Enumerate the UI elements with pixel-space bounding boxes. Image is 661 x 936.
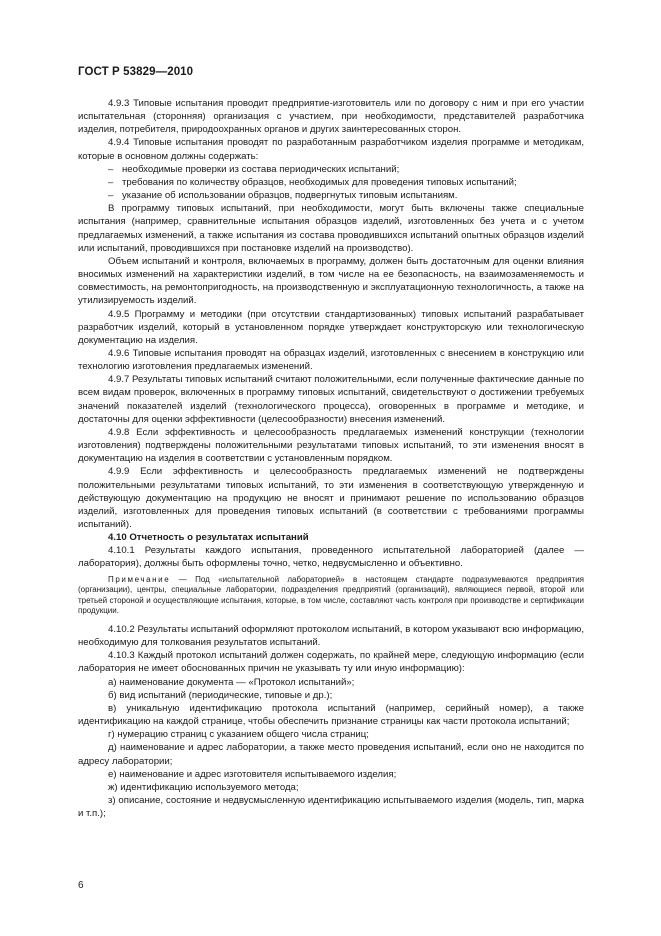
list-item: в) уникальную идентификацию протокола испытаний (например, серийный номер), а также идентификацию на каждой странице, чтобы обеспечить признание страницы как части протокола испытаний; (78, 702, 584, 728)
list-item-text: указание об использовании образцов, подвергнутых типовым испытаниям. (122, 190, 458, 202)
paragraph-4-9-5: 4.9.5 Программу и методики (при отсутствии стандартизованных) типовых испытаний разрабатывает разработчик изделий, который в установленном порядке утверждает конструкторскую или технологическую документацию на изделия. (78, 308, 584, 346)
page-number: 6 (78, 880, 84, 891)
list-item: – необходимые проверки из состава периодических испытаний; (108, 163, 400, 175)
list-item: а) наименование документа — «Протокол испытаний»; (108, 676, 355, 688)
paragraph-4-9-9: 4.9.9 Если эффективность и целесообразность предлагаемых изменений не подтверждены положительными результатами типовых испытаний, то эти изменения в соответствующую утвержденную и действующую документацию на продукцию не вносят и принимают решение по использованию образцов изделий, изготовленных для проведения типовых испытаний (в соответствии с требованиями программы испытаний). (78, 466, 584, 530)
paragraph-4-9-4: 4.9.4 Типовые испытания проводят по разработанным разработчиком изделия программе и методикам, которые в основном должны содержать: (78, 137, 584, 162)
list-item: – требования по количеству образцов, необходимых для проведения типовых испытаний; (108, 176, 517, 188)
list-item: д) наименование и адрес лаборатории, а также место проведения испытаний, если оно не находится по адресу лаборатории; (78, 742, 584, 767)
paragraph-scope: Объем испытаний и контроля, включаемых в программу, должен быть достаточным для оценки влияния вносимых изменений на характеристики изделий, в том числе на ее безопасность, на взаимозаменяемость и совместимость, на ремонтопригодность, на производственную и эксплуатационную технологичность, а также на утилизируемость изделий. (78, 255, 584, 307)
list-item-text: требования по количеству образцов, необходимых для проведения типовых испытаний; (122, 176, 517, 188)
section-heading-4-10: 4.10 Отчетность о результатах испытаний (108, 532, 309, 544)
list-item-text: необходимые проверки из состава периодических испытаний; (122, 163, 400, 175)
list-item: – указание об использовании образцов, подвергнутых типовым испытаниям. (108, 190, 458, 202)
paragraph-4-10-2: 4.10.2 Результаты испытаний оформляют протоколом испытаний, в котором указывают всю информацию, необходимую для толкования результатов испытаний. (78, 624, 584, 649)
paragraph-4-9-7: 4.9.7 Результаты типовых испытаний считают положительными, если полученные фактические данные по всем видам проверок, включенных в программу типовых испытаний, свидетельствуют о достижении требуемых значений показателей изделий (технологического процесса), оговоренных в программе и методике, и достаточны для оценки эффективности (целесообразности) внесения изменений. (78, 374, 584, 425)
paragraph-4-9-6: 4.9.6 Типовые испытания проводят на образцах изделий, изготовленных с внесением в конструкцию или технологию изготовления предлагаемых изменений. (78, 347, 584, 373)
document-header: ГОСТ Р 53829—2010 (78, 66, 194, 78)
list-item: б) вид испытаний (периодические, типовые и др.); (108, 689, 333, 701)
paragraph-special-tests: В программу типовых испытаний, при необходимости, могут быть включены также специальные испытания (например, сравнительные испытания образцов изделий, изготовленных без учета и с учетом предлагаемых изменений, а также испытания из состава проводившихся испытаний опытных образцов изделий или испытаний, проводившихся при постановке изделий на производство). (78, 203, 584, 254)
list-item: з) описание, состояние и недвусмысленную идентификацию испытываемого изделия (модель, тип, марка и т.п.); (78, 795, 584, 820)
paragraph-4-9-8: 4.9.8 Если эффективность и целесообразность предлагаемых изменений конструкции (технологии изготовления) подтверждены положительными результатами типовых испытаний, то эти изменения вносят в документацию на изделия в соответствии с установленным порядком. (78, 426, 584, 465)
paragraph-4-9-3: 4.9.3 Типовые испытания проводит предприятие-изготовитель или по договору с ним и при его участии испытательная (сторонняя) организация с участием, при необходимости, представителей разработчика изделия, потребителя, природоохранных органов и других заинтересованных сторон. (78, 98, 584, 136)
note (78, 575, 584, 617)
note-text: — Под «испытательной лабораторией» в настоящем стандарте подразумеваются предприятия (организации), центры, специальные лаборатории, подразделения предприятий (организаций), являющиеся первой, второй или третьей стороной и осуществляющие испытания, которые, в том числе, составляют часть контроля при производстве и сертификации продукции. (78, 574, 584, 616)
list-item: ж) идентификацию используемого метода; (108, 781, 299, 793)
list-item: е) наименование и адрес изготовителя испытываемого изделия; (108, 768, 397, 780)
note-label: Примечание (108, 574, 171, 584)
paragraph-4-10-1: 4.10.1 Результаты каждого испытания, проведенного испытательной лабораторией (далее — лаборатория), должны быть оформлены точно, четко, недвусмысленно и объективно. (78, 545, 584, 570)
paragraph-4-10-3: 4.10.3 Каждый протокол испытаний должен содержать, по крайней мере, следующую информацию (если лаборатория не имеет обоснованных причин не указывать ту или иную информацию): (78, 650, 584, 675)
list-item: г) нумерацию страниц с указанием общего числа страниц; (108, 729, 369, 741)
page-body (78, 97, 584, 820)
